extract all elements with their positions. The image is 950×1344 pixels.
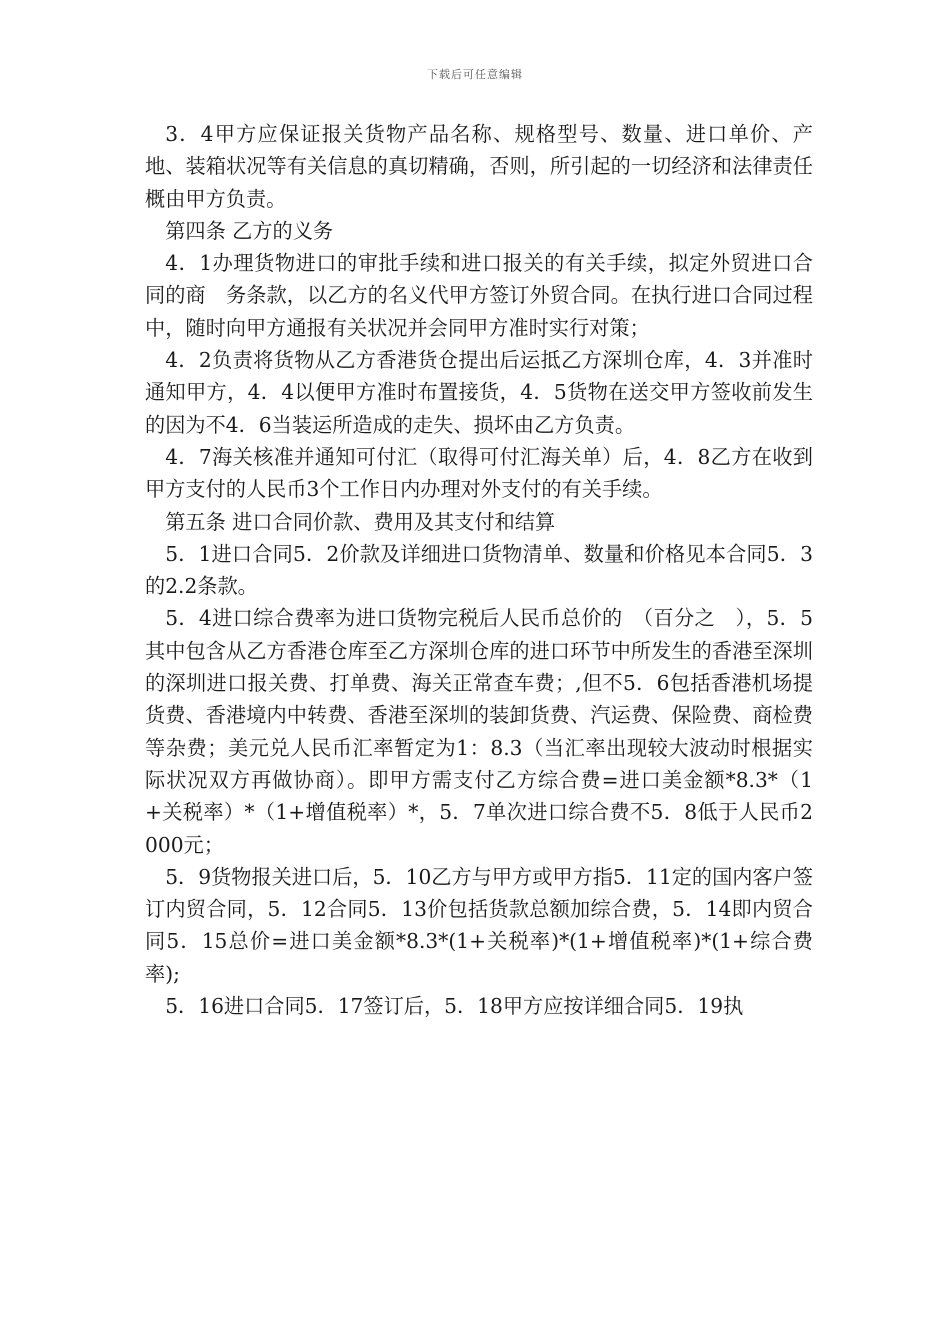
paragraph-4-7: 4．7海关核准并通知可付汇（取得可付汇海关单）后，4．8乙方在收到甲方支付的人民币3个工作日内办理对外支付的有关手续。 [145,444,813,502]
paragraph-3-4: 3．4甲方应保证报关货物产品名称、规格型号、数量、进口单价、产地、装箱状况等有关信息的真切精确，否则，所引起的一切经济和法律责任概由甲方负责。 [145,122,813,211]
paragraph-5-9: 5．9货物报关进口后，5．10乙方与甲方或甲方指5．11定的国内客户签订内贸合同，5．12合同5．13价包括货款总额加综合费，5．14即内贸合同5．15总价=进口美金额*8.3*(1+关税率)*(1+增值税率)*(1+综合费率); [145,864,814,986]
section-heading-article-5: 第五条 进口合同价款、费用及其支付和结算 [165,509,556,534]
page-header: 下载后可任意编辑 [427,68,523,81]
paragraph-5-1: 5．1进口合同5．2价款及详细进口货物清单、数量和价格见本合同5．3的2.2条款。 [145,541,813,599]
paragraph-5-4: 5．4进口综合费率为进口货物完税后人民币总价的 （百分之 ），5．5其中包含从乙方香港仓库至乙方深圳仓库的进口环节中所发生的香港至深圳的深圳进口报关费、打单费、海关正常查车费；,但不5．6包括香港机场提货费、香港境内中转费、香港至深圳的装卸货费、汽运费、保险费、商检费等杂费；美元兑人民币汇率暂定为1：8.3（当汇率出现较大波动时根据实际状况双方再做协商）。即甲方需支付乙方综合费=进口美金额*8.3*（1+关税率）*（1+增值税率）*，5．7单次进口综合费不5．8低于人民币2000元； [145,606,813,857]
paragraph-4-2: 4．2负责将货物从乙方香港货仓提出后运抵乙方深圳仓库，4．3并准时通知甲方，4．4以便甲方准时布置接货，4．5货物在送交甲方签收前发生的因为不4．6当装运所造成的走失、损坏由乙方负责。 [145,348,813,437]
paragraph-4-1: 4．1办理货物进口的审批手续和进口报关的有关手续，拟定外贸进口合同的商 务条款，以乙方的名义代甲方签订外贸合同。在执行进口合同过程中，随时向甲方通报有关状况并会同甲方准时实行对策； [145,251,813,340]
section-heading-article-4: 第四条 乙方的义务 [165,218,334,243]
document-body [145,118,813,1022]
paragraph-5-16: 5．16进口合同5．17签订后，5．18甲方应按详细合同5．19执 [165,994,744,1019]
